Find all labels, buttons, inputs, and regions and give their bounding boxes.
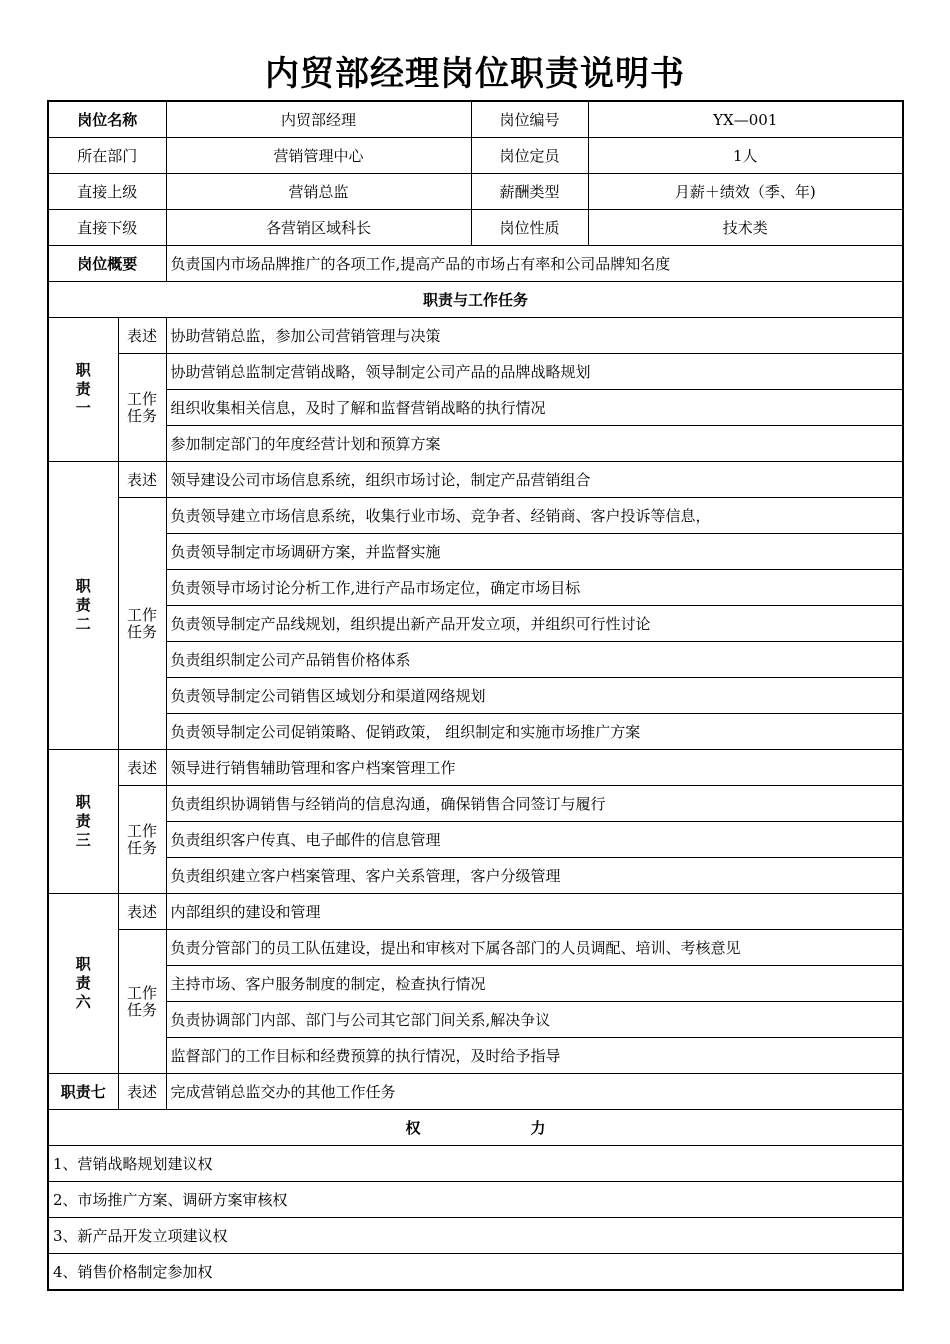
duty-desc: 完成营销总监交办的其他工作任务 bbox=[166, 1074, 903, 1110]
field-label: 岗位名称 bbox=[48, 101, 166, 138]
table-row bbox=[48, 174, 903, 210]
job-description-table bbox=[47, 100, 904, 1291]
duty-task: 负责领导市场讨论分析工作,进行产品市场定位，确定市场目标 bbox=[166, 570, 903, 606]
table-row bbox=[48, 1038, 903, 1074]
table-row bbox=[48, 930, 903, 966]
duty-name-text: 职责六 bbox=[75, 955, 91, 1011]
duty-task: 负责组织客户传真、电子邮件的信息管理 bbox=[166, 822, 903, 858]
table-row bbox=[48, 606, 903, 642]
tasks-label-text: 工作任务 bbox=[126, 389, 157, 425]
duty-name-text: 职责二 bbox=[75, 577, 91, 633]
table-row bbox=[48, 822, 903, 858]
table-row bbox=[48, 1182, 903, 1218]
table-row bbox=[48, 426, 903, 462]
duty-task: 负责组织协调销售与经销尚的信息沟通，确保销售合同签订与履行 bbox=[166, 786, 903, 822]
power-item: 4、销售价格制定参加权 bbox=[48, 1254, 903, 1291]
duty-task: 负责组织建立客户档案管理、客户关系管理，客户分级管理 bbox=[166, 858, 903, 894]
duty-task: 负责领导制定市场调研方案，并监督实施 bbox=[166, 534, 903, 570]
table-row bbox=[48, 138, 903, 174]
field-label: 直接上级 bbox=[48, 174, 166, 210]
field-label: 所在部门 bbox=[48, 138, 166, 174]
table-row bbox=[48, 390, 903, 426]
desc-label: 表述 bbox=[118, 318, 166, 354]
table-row bbox=[48, 858, 903, 894]
duty-task: 主持市场、客户服务制度的制定，检查执行情况 bbox=[166, 966, 903, 1002]
field-label: 薪酬类型 bbox=[471, 174, 588, 210]
duty-task: 负责领导制定产品线规划，组织提出新产品开发立项，并组织可行性讨论 bbox=[166, 606, 903, 642]
power-header bbox=[48, 1110, 903, 1146]
duty-name: 职责七 bbox=[48, 1074, 118, 1110]
duty-name bbox=[48, 750, 118, 894]
table-row bbox=[48, 894, 903, 930]
duty-name-text: 职责三 bbox=[75, 793, 91, 849]
field-value: 技术类 bbox=[588, 210, 903, 246]
desc-label: 表述 bbox=[118, 462, 166, 498]
duty-task: 负责协调部门内部、部门与公司其它部门间关系,解决争议 bbox=[166, 1002, 903, 1038]
table-row bbox=[48, 570, 903, 606]
overview-text: 负责国内市场品牌推广的各项工作,提高产品的市场占有率和公司品牌知名度 bbox=[166, 246, 903, 282]
table-row bbox=[48, 246, 903, 282]
field-value: 内贸部经理 bbox=[166, 101, 471, 138]
field-value: 1人 bbox=[588, 138, 903, 174]
duty-name bbox=[48, 462, 118, 750]
table-row bbox=[48, 354, 903, 390]
power-item: 3、新产品开发立项建议权 bbox=[48, 1218, 903, 1254]
tasks-label-text: 工作任务 bbox=[126, 605, 157, 641]
power-title-a: 权 bbox=[405, 1118, 421, 1137]
table-row bbox=[48, 1146, 903, 1182]
table-row bbox=[48, 1218, 903, 1254]
table-row bbox=[48, 1110, 903, 1146]
field-label: 岗位定员 bbox=[471, 138, 588, 174]
tasks-label bbox=[118, 354, 166, 462]
duty-task: 负责组织制定公司产品销售价格体系 bbox=[166, 642, 903, 678]
duty-name-text: 职责一 bbox=[75, 361, 91, 417]
field-value: 营销总监 bbox=[166, 174, 471, 210]
field-label: 直接下级 bbox=[48, 210, 166, 246]
power-item: 1、营销战略规划建议权 bbox=[48, 1146, 903, 1182]
desc-label: 表述 bbox=[118, 750, 166, 786]
tasks-label-text: 工作任务 bbox=[126, 821, 157, 857]
table-row bbox=[48, 1002, 903, 1038]
duty-desc: 协助营销总监，参加公司营销管理与决策 bbox=[166, 318, 903, 354]
duty-task: 负责领导建立市场信息系统，收集行业市场、竞争者、经销商、客户投诉等信息， bbox=[166, 498, 903, 534]
table-row bbox=[48, 1254, 903, 1291]
duty-task: 负责领导制定公司促销策略、促销政策， 组织制定和实施市场推广方案 bbox=[166, 714, 903, 750]
table-row bbox=[48, 750, 903, 786]
duty-desc: 内部组织的建设和管理 bbox=[166, 894, 903, 930]
table-row bbox=[48, 282, 903, 318]
table-row bbox=[48, 210, 903, 246]
duty-task: 负责领导制定公司销售区域划分和渠道网络规划 bbox=[166, 678, 903, 714]
field-label: 岗位性质 bbox=[471, 210, 588, 246]
duty-task: 监督部门的工作目标和经费预算的执行情况，及时给予指导 bbox=[166, 1038, 903, 1074]
duty-task: 协助营销总监制定营销战略，领导制定公司产品的品牌战略规划 bbox=[166, 354, 903, 390]
field-value: 月薪＋绩效（季、年) bbox=[588, 174, 903, 210]
table-row bbox=[48, 786, 903, 822]
field-value: YX—001 bbox=[588, 101, 903, 138]
table-row bbox=[48, 678, 903, 714]
field-value: 营销管理中心 bbox=[166, 138, 471, 174]
table-row bbox=[48, 498, 903, 534]
table-row bbox=[48, 642, 903, 678]
duty-name bbox=[48, 318, 118, 462]
duty-task: 组织收集相关信息，及时了解和监督营销战略的执行情况 bbox=[166, 390, 903, 426]
power-item: 2、市场推广方案、调研方案审核权 bbox=[48, 1182, 903, 1218]
duty-task: 参加制定部门的年度经营计划和预算方案 bbox=[166, 426, 903, 462]
table-row bbox=[48, 966, 903, 1002]
field-label: 岗位编号 bbox=[471, 101, 588, 138]
field-value: 各营销区域科长 bbox=[166, 210, 471, 246]
power-title-b: 力 bbox=[530, 1118, 546, 1137]
duty-name bbox=[48, 894, 118, 1074]
page-title: 内贸部经理岗位职责说明书 bbox=[265, 54, 685, 94]
duty-task: 负责分管部门的员工队伍建设，提出和审核对下属各部门的人员调配、培训、考核意见 bbox=[166, 930, 903, 966]
duty-desc: 领导建设公司市场信息系统，组织市场讨论，制定产品营销组合 bbox=[166, 462, 903, 498]
table-row bbox=[48, 1074, 903, 1110]
tasks-label bbox=[118, 498, 166, 750]
duties-header: 职责与工作任务 bbox=[48, 282, 903, 318]
table-row bbox=[48, 534, 903, 570]
desc-label: 表述 bbox=[118, 894, 166, 930]
table-row bbox=[48, 318, 903, 354]
table-row bbox=[48, 714, 903, 750]
table-row bbox=[48, 462, 903, 498]
tasks-label bbox=[118, 930, 166, 1074]
overview-label: 岗位概要 bbox=[48, 246, 166, 282]
table-row bbox=[48, 101, 903, 138]
duty-desc: 领导进行销售辅助管理和客户档案管理工作 bbox=[166, 750, 903, 786]
tasks-label bbox=[118, 786, 166, 894]
tasks-label-text: 工作任务 bbox=[126, 983, 157, 1019]
desc-label: 表述 bbox=[118, 1074, 166, 1110]
